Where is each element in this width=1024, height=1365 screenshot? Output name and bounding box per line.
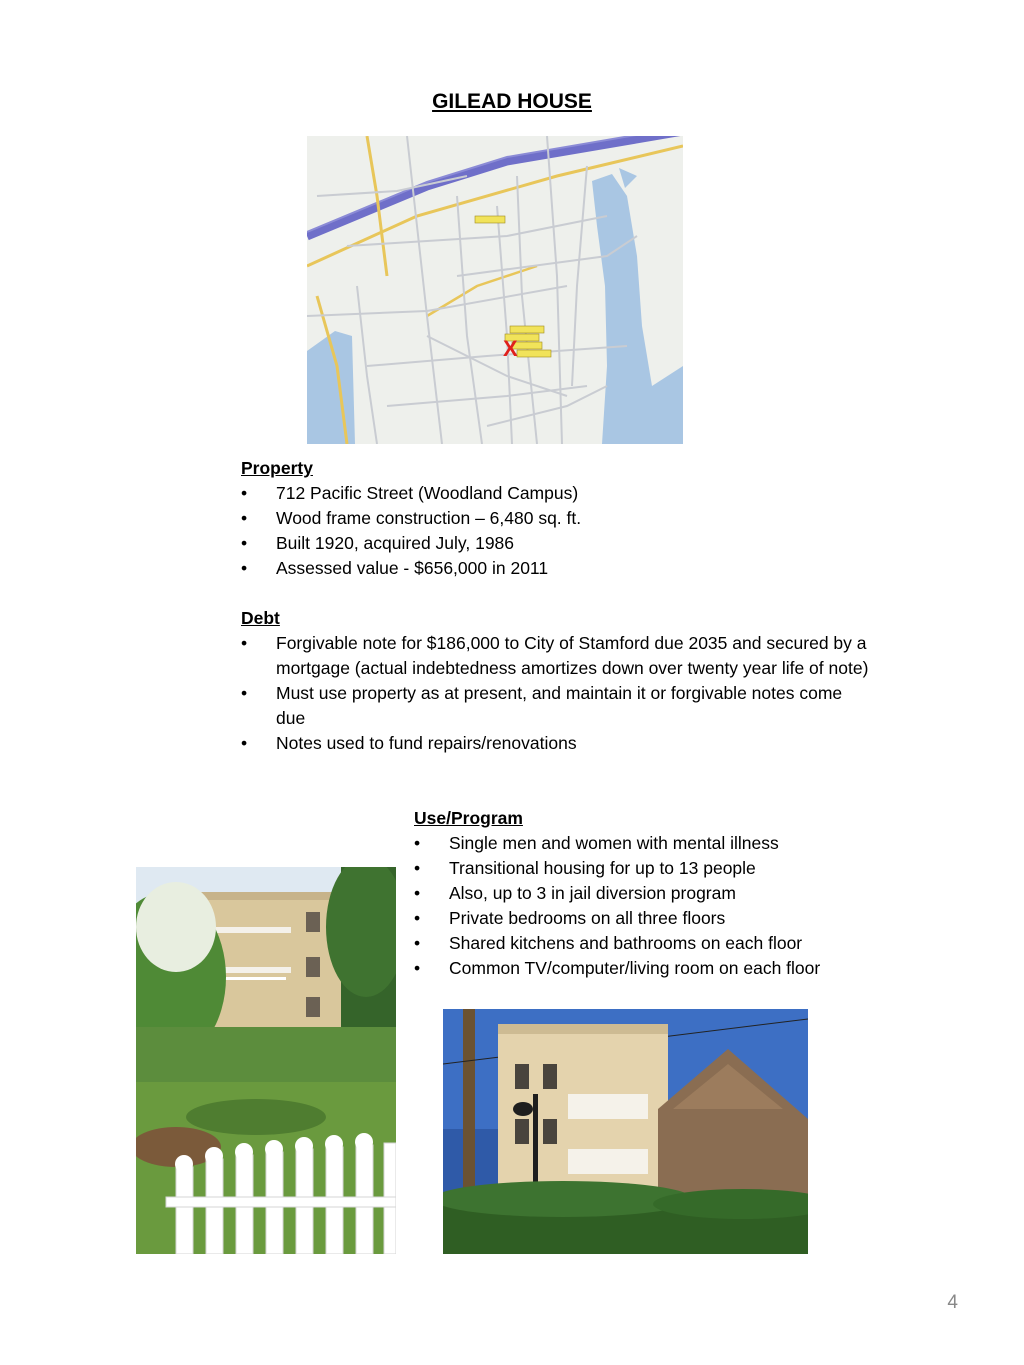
- use-item: Transitional housing for up to 13 people: [449, 858, 756, 878]
- list-item: [414, 906, 884, 931]
- bullet: •: [241, 633, 248, 653]
- use-program-heading: Use/Program: [414, 808, 523, 828]
- debt-section: [241, 606, 886, 756]
- bullet: •: [414, 833, 421, 853]
- list-item: [241, 481, 881, 506]
- list-item: [241, 631, 886, 681]
- page-title: GILEAD HOUSE: [432, 90, 592, 113]
- list-item: [414, 956, 884, 981]
- bullet: •: [241, 533, 248, 553]
- use-item: Also, up to 3 in jail diversion program: [449, 883, 736, 903]
- bullet: •: [414, 883, 421, 903]
- bullet: •: [414, 958, 421, 978]
- property-item: 712 Pacific Street (Woodland Campus): [276, 483, 579, 503]
- use-item: Common TV/computer/living room on each floor: [449, 958, 821, 978]
- property-item: Built 1920, acquired July, 1986: [276, 533, 515, 553]
- list-item: [241, 731, 886, 756]
- bullet: •: [241, 733, 248, 753]
- use-program-list: [414, 831, 884, 981]
- bullet: •: [241, 483, 248, 503]
- bullet: •: [241, 508, 248, 528]
- list-item: [414, 931, 884, 956]
- property-item: Wood frame construction – 6,480 sq. ft.: [276, 508, 582, 528]
- list-item: [414, 881, 884, 906]
- property-heading: Property: [241, 458, 313, 478]
- list-item: [241, 556, 881, 581]
- bullet: •: [414, 908, 421, 928]
- house-street-photo: [443, 1009, 808, 1254]
- bullet: •: [241, 558, 248, 578]
- property-item: Assessed value - $656,000 in 2011: [276, 558, 549, 578]
- list-item: [414, 856, 884, 881]
- bullet: •: [241, 683, 248, 703]
- debt-list: [241, 631, 886, 756]
- list-item: [241, 681, 886, 731]
- use-item: Shared kitchens and bathrooms on each floor: [449, 933, 803, 953]
- house-garden-photo: [136, 867, 396, 1254]
- debt-item: Must use property as at present, and maintain it or forgivable notes come due: [276, 683, 843, 728]
- property-list: [241, 481, 881, 581]
- use-program-section: [414, 806, 884, 981]
- list-item: [414, 831, 884, 856]
- debt-item: Notes used to fund repairs/renovations: [276, 733, 577, 753]
- bullet: •: [414, 858, 421, 878]
- page-number: 4: [947, 1292, 958, 1313]
- map-marker: X: [503, 336, 518, 361]
- use-item: Single men and women with mental illness: [449, 833, 779, 853]
- bullet: •: [414, 933, 421, 953]
- list-item: [241, 506, 881, 531]
- list-item: [241, 531, 881, 556]
- use-item: Private bedrooms on all three floors: [449, 908, 726, 928]
- location-map: [307, 136, 683, 444]
- property-section: [241, 456, 881, 581]
- debt-heading: Debt: [241, 608, 280, 628]
- debt-item: Forgivable note for $186,000 to City of Stamford due 2035 and secured by a mortgage (actual indebtedness amortizes down over twenty year life of note): [276, 633, 869, 678]
